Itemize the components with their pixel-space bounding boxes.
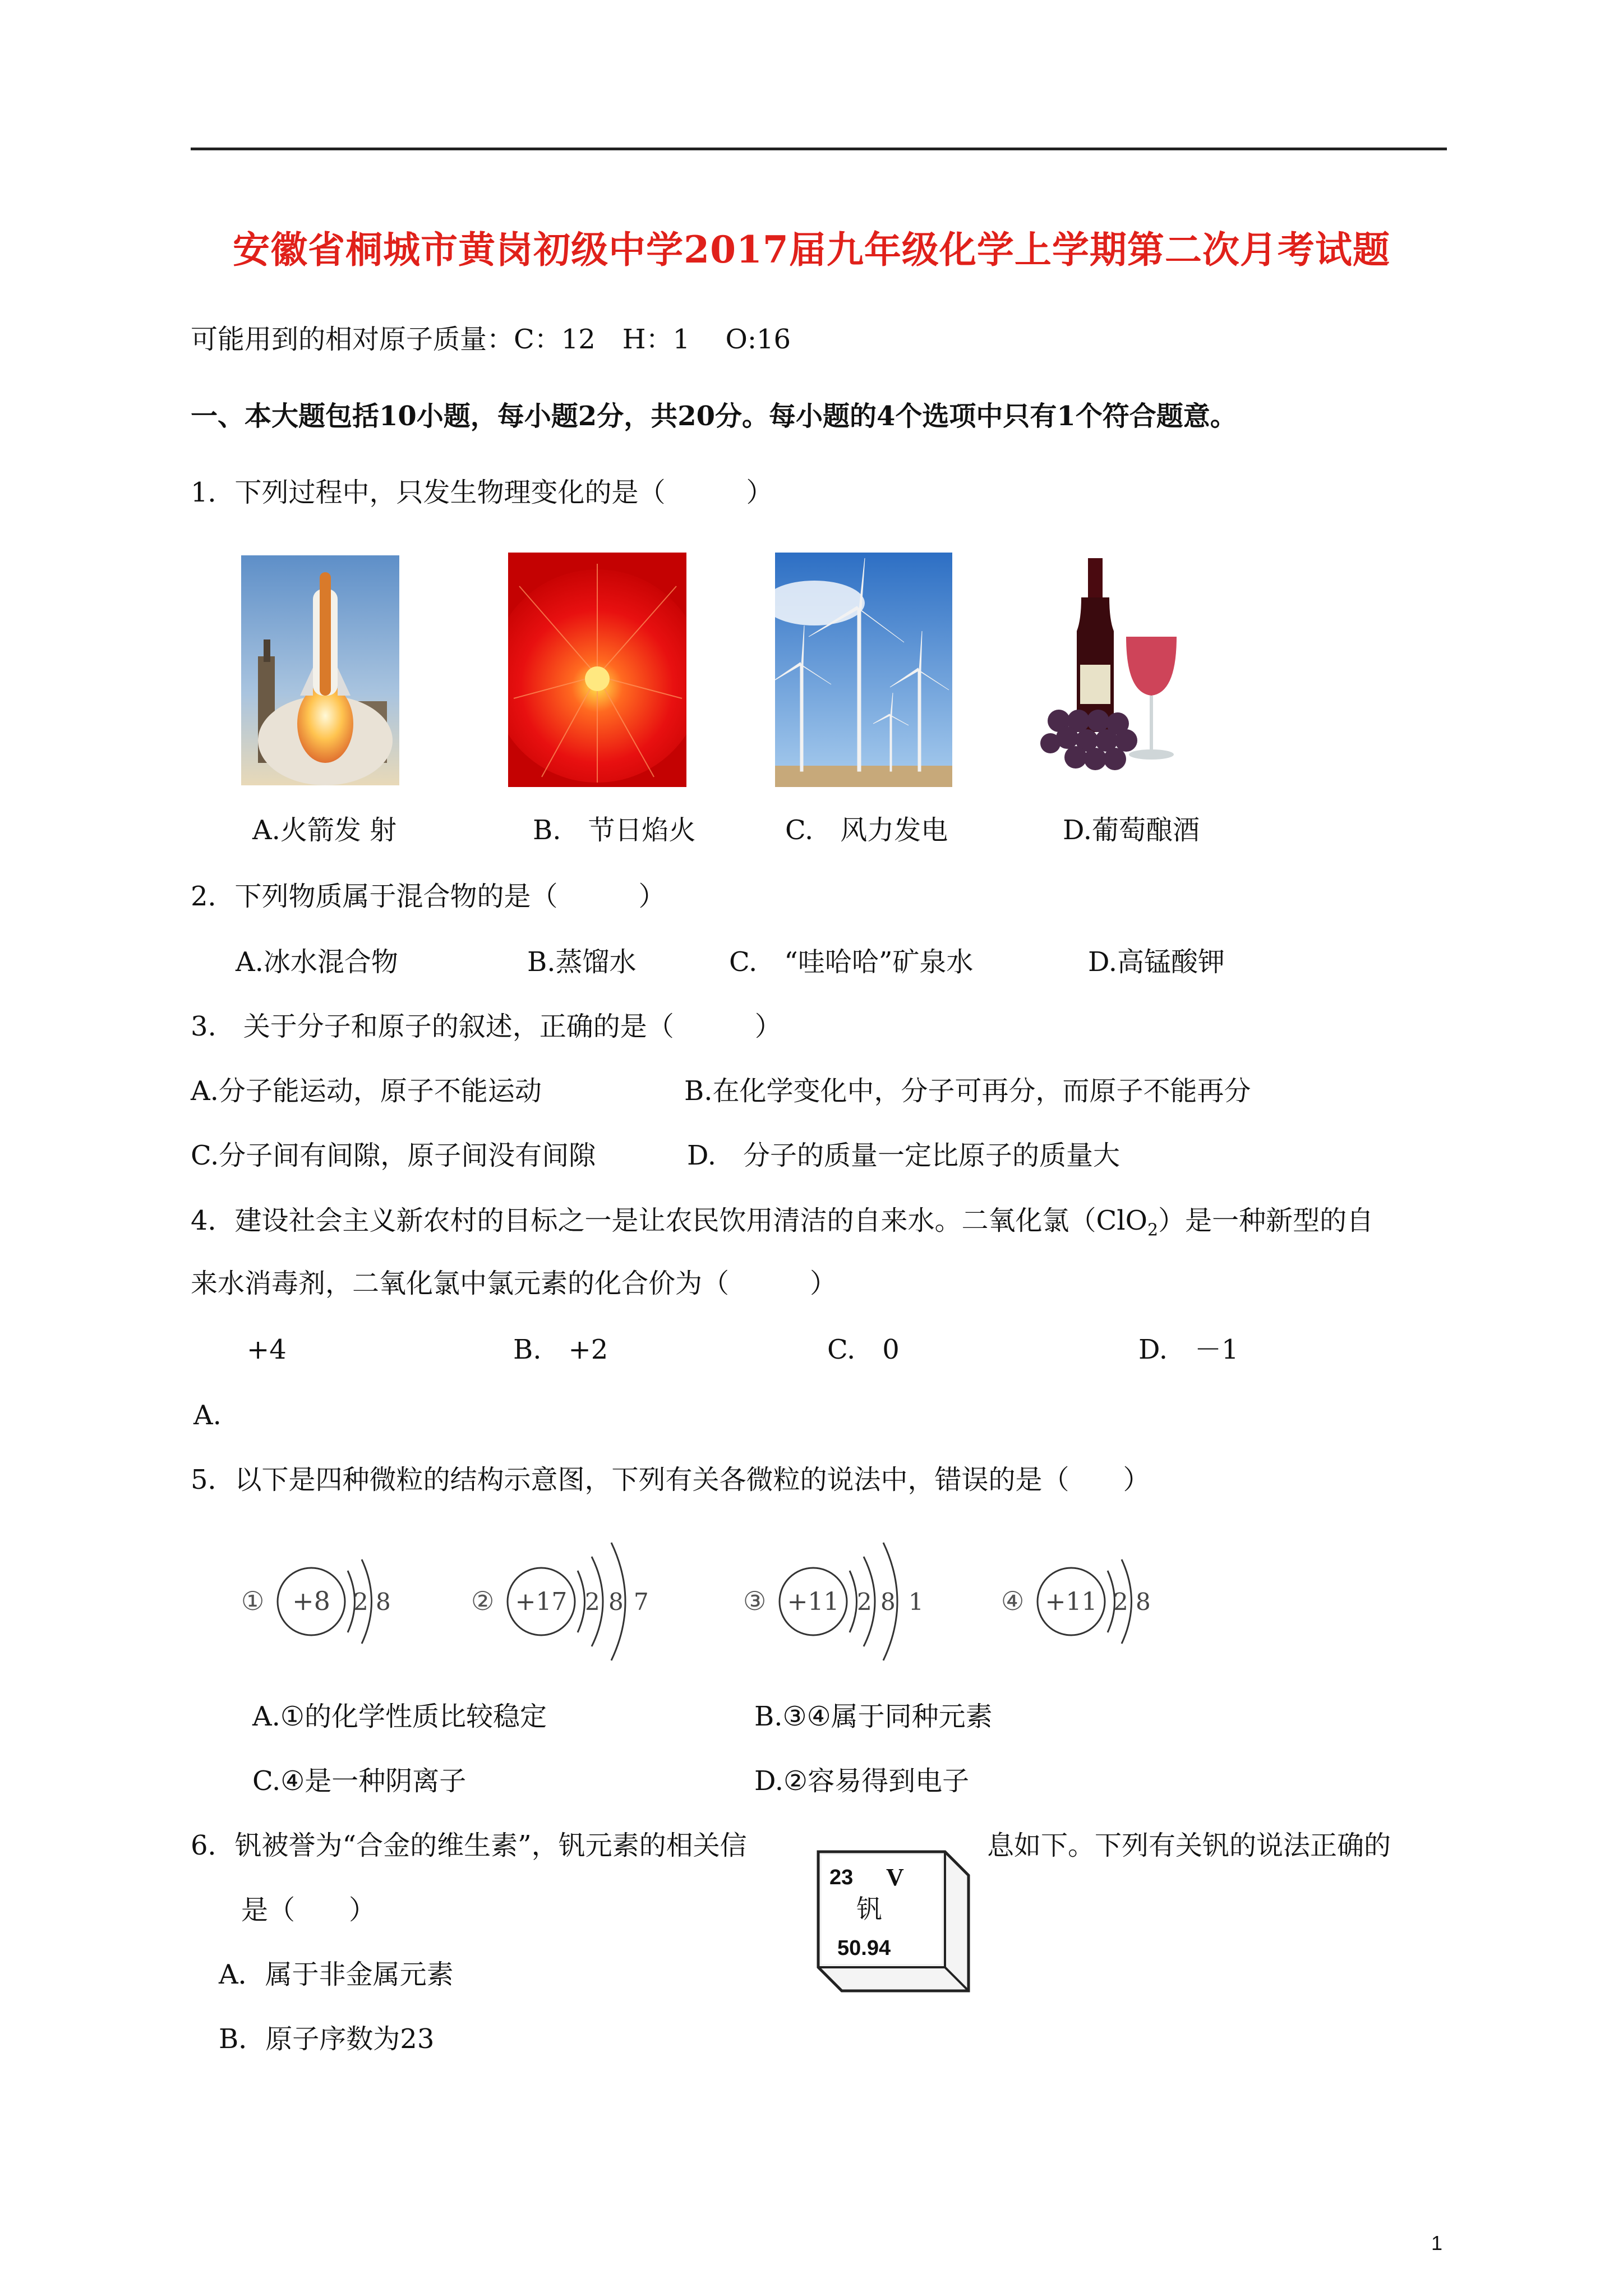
q5-option-c: C.④是一种阴离子: [252, 1765, 467, 1797]
particle-2-shell-2: 8: [608, 1588, 624, 1616]
particle-4-diagram: [1001, 1537, 1169, 1663]
q1-stem: 1．下列过程中，只发生物理变化的是（ ）: [191, 477, 773, 508]
particle-3-diagram: [743, 1526, 956, 1674]
q4-option-c: C. 0: [827, 1334, 900, 1365]
q6-stem-a: 6．钒被誉为“合金的维生素”，钒元素的相关信: [191, 1830, 747, 1861]
element-name: 钒: [856, 1894, 882, 1924]
page-number: 1: [1431, 2231, 1442, 2254]
q1-option-a: A.火箭发 射: [252, 815, 397, 846]
q5-stem: 5．以下是四种微粒的结构示意图，下列有关各微粒的说法中，错误的是（ ）: [191, 1464, 1150, 1496]
particle-3-label: ③: [743, 1586, 767, 1616]
q1-option-b: B. 节日焰火: [533, 815, 696, 846]
q3-option-d: D. 分子的质量一定比原子的质量大: [687, 1140, 1121, 1171]
particle-4-shell-1: 2: [1113, 1588, 1128, 1616]
fireworks-icon: [508, 553, 686, 787]
q4-option-b: B. +2: [513, 1334, 608, 1365]
q4-stem-part2: ）是一种新型的自: [1158, 1205, 1374, 1236]
q1-option-c: C. 风力发电: [785, 815, 948, 846]
particle-2-label: ②: [471, 1586, 495, 1616]
q4-stem-part1: 4．建设社会主义新农村的目标之一是让农民饮用清洁的自来水。二氧化氯（ClO: [191, 1205, 1147, 1236]
q3-option-c: C.分子间有间隙，原子间没有间隙: [191, 1140, 596, 1171]
q4-option-a-value: +4: [247, 1334, 287, 1365]
rocket-launch-icon: [241, 555, 399, 785]
particle-1-shell-1: 2: [353, 1588, 368, 1616]
particle-1-shell-2: 8: [376, 1588, 391, 1616]
particle-3-shell-3: 1: [909, 1588, 924, 1616]
particle-1-label: ①: [241, 1586, 265, 1616]
wind-turbines-icon: [775, 553, 952, 787]
q3-option-b: B.在化学变化中，分子可再分，而原子不能再分: [684, 1075, 1251, 1107]
particle-2-diagram: [471, 1526, 684, 1674]
particle-4-nucleus: +11: [1045, 1588, 1098, 1616]
q4-stem-line1: [191, 1204, 1373, 1248]
particle-2-shell-3: 7: [634, 1588, 649, 1616]
particle-1-nucleus: +8: [292, 1586, 330, 1616]
q5-option-a: A.①的化学性质比较稳定: [252, 1701, 547, 1732]
q5-option-b: B.③④属于同种元素: [754, 1701, 993, 1732]
q2-option-c: C. “哇哈哈”矿泉水: [729, 946, 974, 978]
q4-stem-line2: 来水消毒剂，二氧化氯中氯元素的化合价为（ ）: [191, 1268, 837, 1299]
particle-4-label: ④: [1001, 1586, 1025, 1616]
particle-2-nucleus: +17: [515, 1588, 568, 1616]
q6-option-b: B．原子序数为23: [219, 2023, 435, 2055]
q3-stem: 3. 关于分子和原子的叙述，正确的是（ ）: [191, 1011, 782, 1042]
section-header: 一、本大题包括10小题，每小题2分，共20分。每小题的4个选项中只有1个符合题意。: [191, 401, 1237, 432]
particle-3-nucleus: +11: [787, 1588, 840, 1616]
q4-subscript: 2: [1147, 1220, 1159, 1240]
particle-3-shell-2: 8: [880, 1588, 896, 1616]
particle-2-shell-1: 2: [585, 1588, 600, 1616]
q6-option-a: A．属于非金属元素: [219, 1959, 454, 1990]
q1-option-d: D.葡萄酿酒: [1063, 815, 1200, 846]
q4-option-d: D. －1: [1138, 1334, 1239, 1365]
q6-stem-c: 是（ ）: [241, 1894, 376, 1926]
q6-stem-b: 息如下。下列有关钒的说法正确的: [987, 1830, 1391, 1861]
atomic-mass-note: 可能用到的相对原子质量：C：12 H：1 O:16: [191, 324, 791, 355]
page-title: 安徽省桐城市黄岗初级中学2017届九年级化学上学期第二次月考试题: [233, 228, 1390, 272]
particle-3-shell-1: 2: [857, 1588, 872, 1616]
particle-4-shell-2: 8: [1136, 1588, 1151, 1616]
element-symbol: V: [886, 1864, 904, 1891]
q2-option-b: B.蒸馏水: [527, 946, 637, 978]
element-number: 23: [829, 1866, 854, 1889]
vanadium-element-card: [816, 1849, 973, 1995]
header-rule: [191, 148, 1447, 150]
particle-1-diagram: [241, 1537, 409, 1663]
wine-grapes-icon: [1036, 553, 1193, 783]
q5-option-d: D.②容易得到电子: [754, 1765, 970, 1797]
element-mass: 50.94: [837, 1936, 891, 1960]
q4-a-label: A.: [193, 1400, 222, 1431]
q2-stem: 2．下列物质属于混合物的是（ ）: [191, 881, 666, 912]
q2-option-d: D.高锰酸钾: [1088, 946, 1225, 978]
q2-option-a: A.冰水混合物: [236, 946, 398, 978]
q3-option-a: A.分子能运动，原子不能运动: [191, 1075, 542, 1107]
